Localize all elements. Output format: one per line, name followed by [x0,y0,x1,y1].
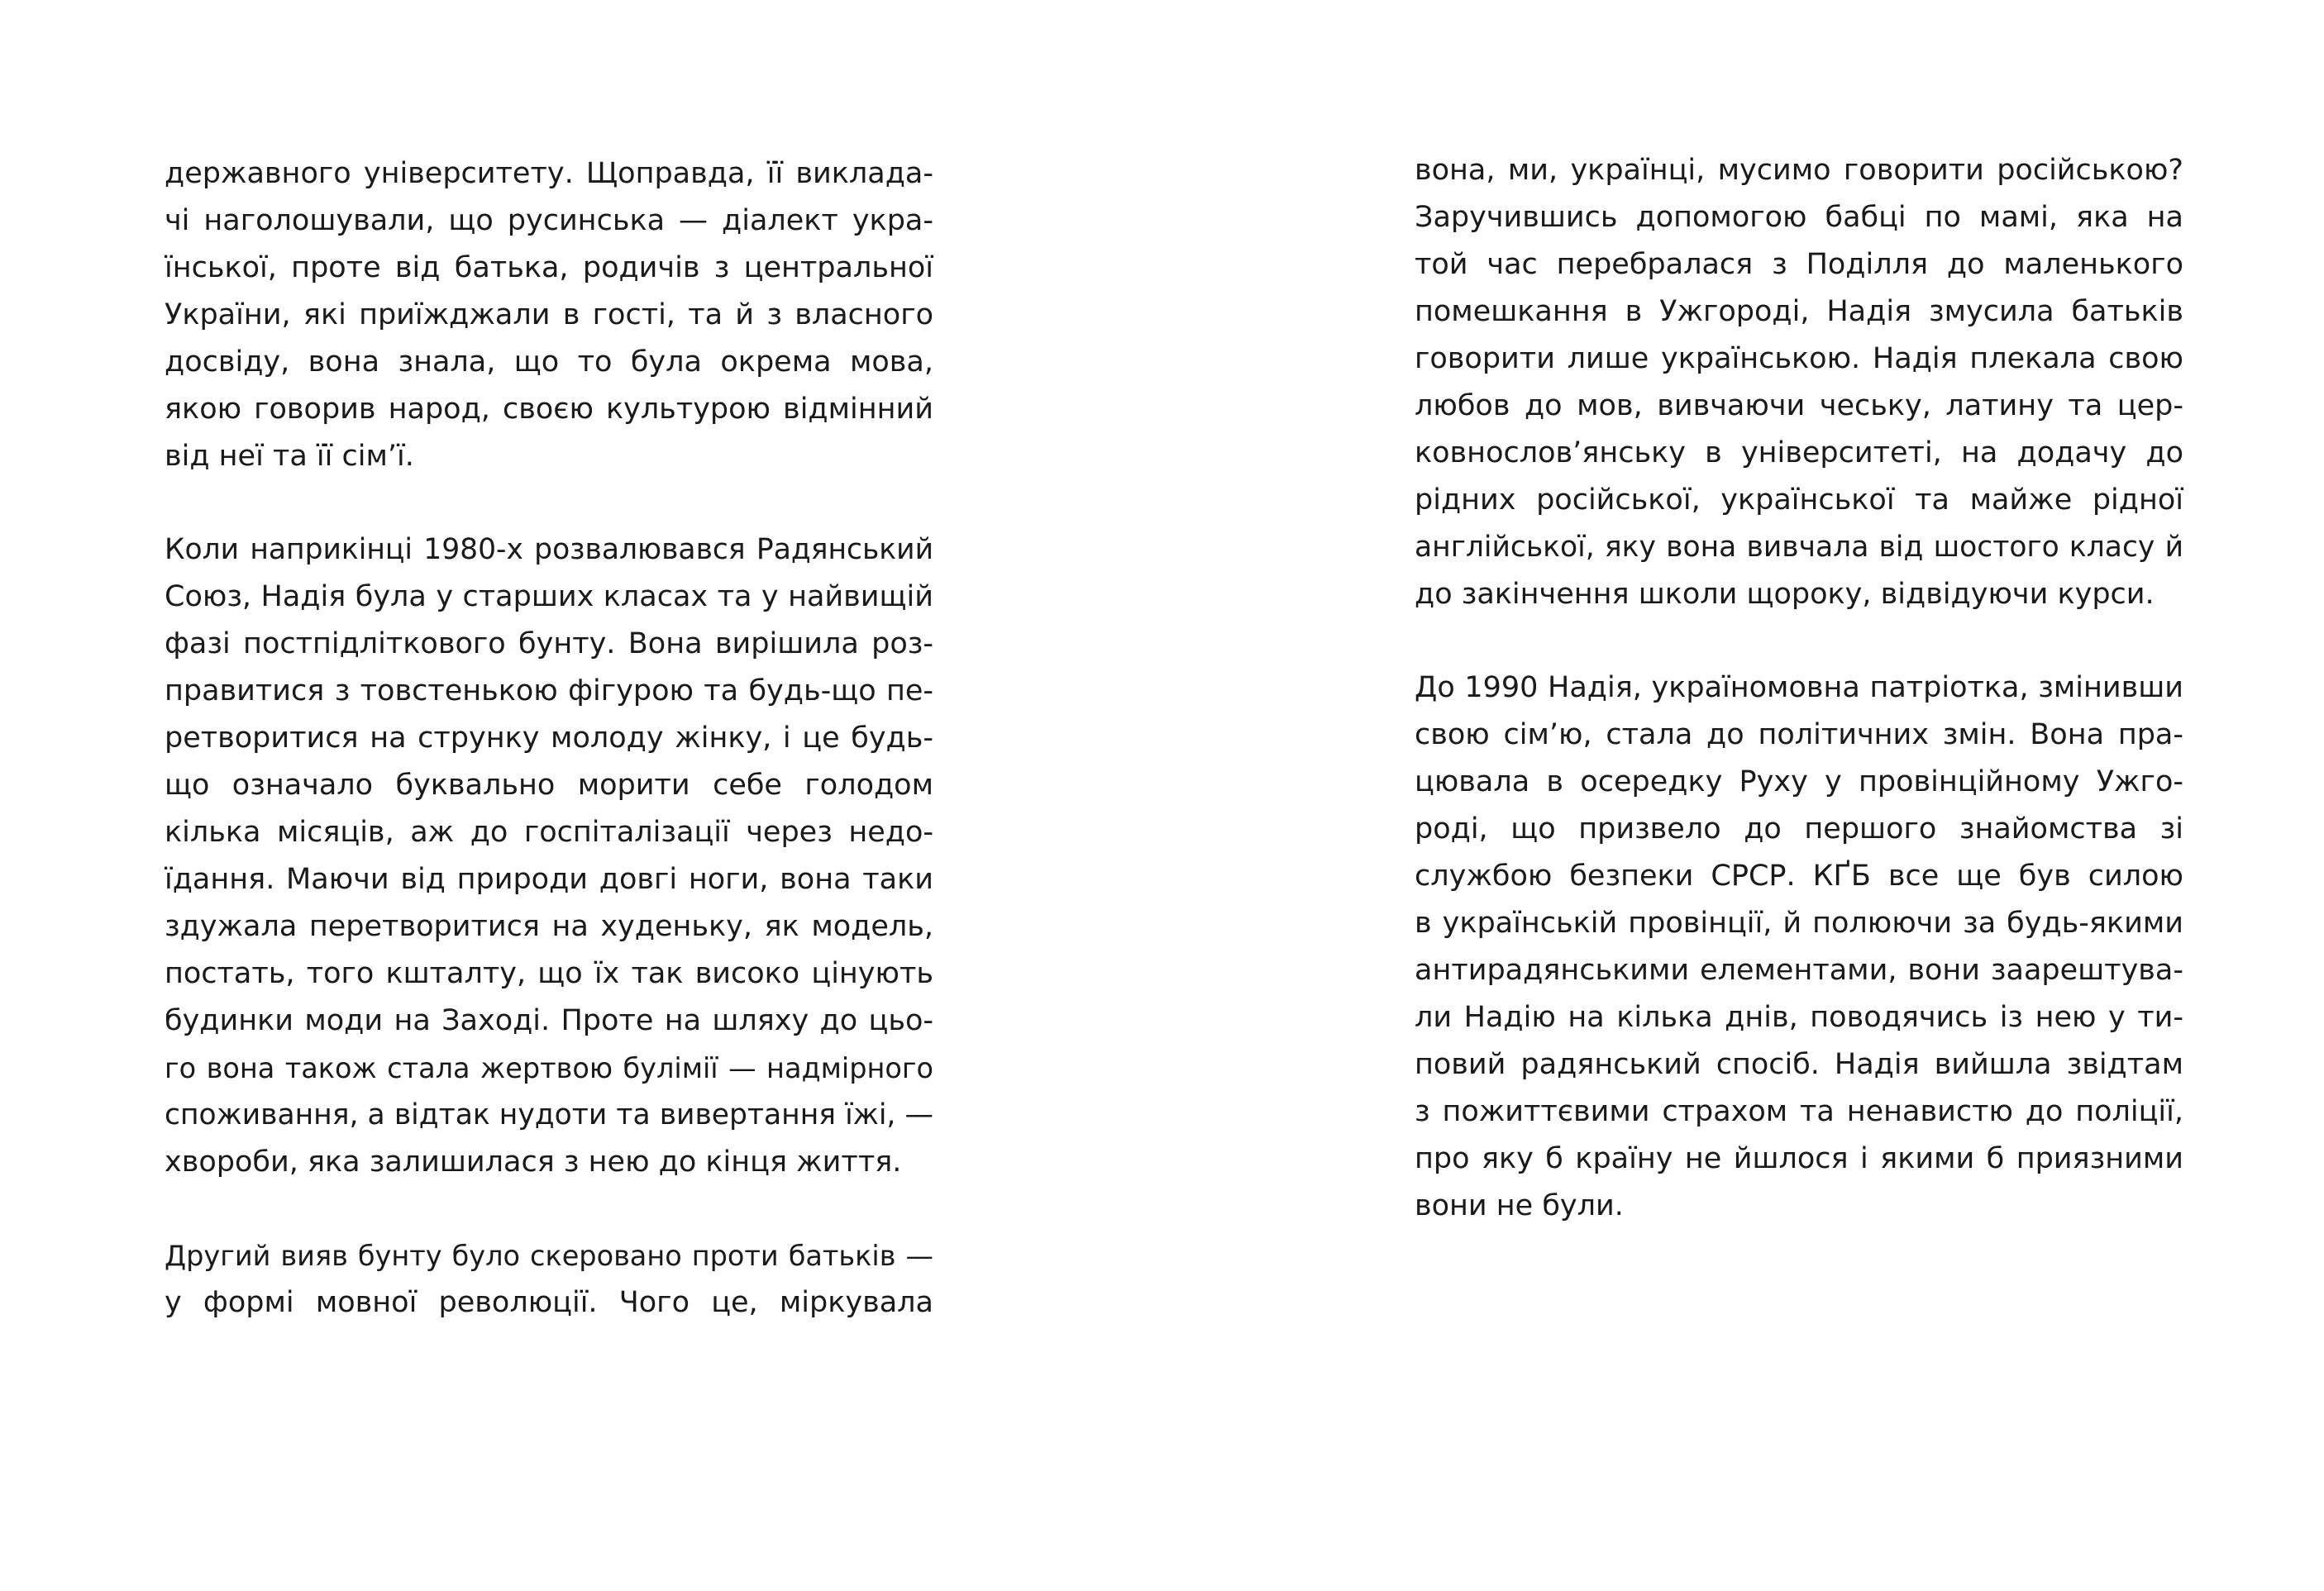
paragraph [1415,665,2183,1230]
paragraph [165,526,933,1186]
text-line: правитися з товстенькою фігурою та будь-що пе- [165,674,933,707]
text-line: Коли наприкінці 1980-х розвалювався Радянський [165,533,933,566]
text-line: Другий вияв бунту було скеровано проти батьків — [165,1240,933,1272]
text-line: у формі мовної революції. Чого це, міркувала [165,1286,933,1319]
text-line: України, які приїжджали в гості, та й з власного [165,298,933,331]
text-line: ли Надію на кілька днів, поводячись із нею у ти- [1415,1001,2183,1034]
text-line: рідних російської, української та майже рідної [1415,483,2183,517]
text-line: про яку б країну не йшлося і якими б приязними [1415,1142,2183,1175]
text-line: англійської, яку вона вивчала від шостого класу й [1415,531,2183,564]
text-line: їдання. Маючи від природи довгі ноги, вона таки [165,863,933,896]
text-line: цювала в осередку Руху у провінційному Ужго- [1415,765,2183,798]
text-line: фазі постпідліткового бунту. Вона вирішила роз- [165,627,933,660]
text-line: кілька місяців, аж до госпіталізації через недо- [165,816,933,849]
right-page-column [1415,147,2183,1276]
text-line: з пожиттєвими страхом та ненавистю до поліції, [1415,1095,2183,1128]
text-line: до закінчення школи щороку, відвідуючи курси. [1415,578,2155,611]
text-line: споживання, а відтак нудоти та вивертання їжі, — [165,1098,933,1131]
text-line: го вона також стала жертвою булімії — надмірного [165,1052,933,1084]
text-line: постать, того кшталту, що їх так високо цінують [165,957,933,990]
text-line: службою безпеки СРСР. КҐБ все ще був силою [1415,860,2183,893]
text-line: здужала перетворитися на худеньку, як модель, [165,910,933,943]
text-line: До 1990 Надія, україномовна патріотка, змінивши [1415,671,2183,704]
text-line: в українській провінції, й полюючи за будь-якими [1415,907,2183,940]
text-line: повий радянський спосіб. Надія вийшла звідтам [1415,1048,2183,1081]
text-line: свою сім’ю, стала до політичних змін. Вона пра- [1415,718,2183,751]
text-line: помешкання в Ужгороді, Надія змусила батьків [1415,295,2183,328]
text-line: будинки моди на Заході. Проте на шляху до цьо- [165,1004,933,1037]
text-line: що означало буквально морити себе голодом [165,769,933,802]
text-line: ковнослов’янську в університеті, на додачу до [1415,436,2183,469]
left-page-column [165,150,933,1373]
text-line: Заручившись допомогою бабці по мамі, яка на [1415,201,2183,234]
text-line: державного університету. Щоправда, її виклада- [165,157,933,190]
text-line: антирадянськими елементами, вони заарештува- [1415,954,2183,987]
paragraph [165,150,933,480]
text-line: їнської, проте від батька, родичів з центральної [165,251,933,284]
paragraph [1415,147,2183,618]
text-line: вони не були. [1415,1189,1624,1222]
text-line: любов до мов, вивчаючи чеську, латину та цер- [1415,389,2183,422]
text-line: говорити лише українською. Надія плекала свою [1415,342,2183,375]
text-line: Союз, Надія була у старших класах та у найвищій [165,580,933,613]
text-line: той час перебралася з Поділля до маленького [1415,248,2183,281]
text-line: вона, ми, українці, мусимо говорити російською? [1415,154,2183,187]
paragraph [165,1232,933,1327]
text-line: чі наголошували, що русинська — діалект укра- [165,204,933,237]
text-line: якою говорив народ, своєю культурою відмінний [165,393,933,426]
text-line: роді, що призвело до першого знайомства зі [1415,812,2183,846]
text-line: досвіду, вона знала, що то була окрема мова, [165,345,933,379]
text-line: від неї та її сім’ї. [165,440,414,473]
text-line: хвороби, яка залишилася з нею до кінця життя. [165,1146,902,1179]
text-line: ретворитися на струнку молоду жінку, і це будь- [165,722,933,755]
